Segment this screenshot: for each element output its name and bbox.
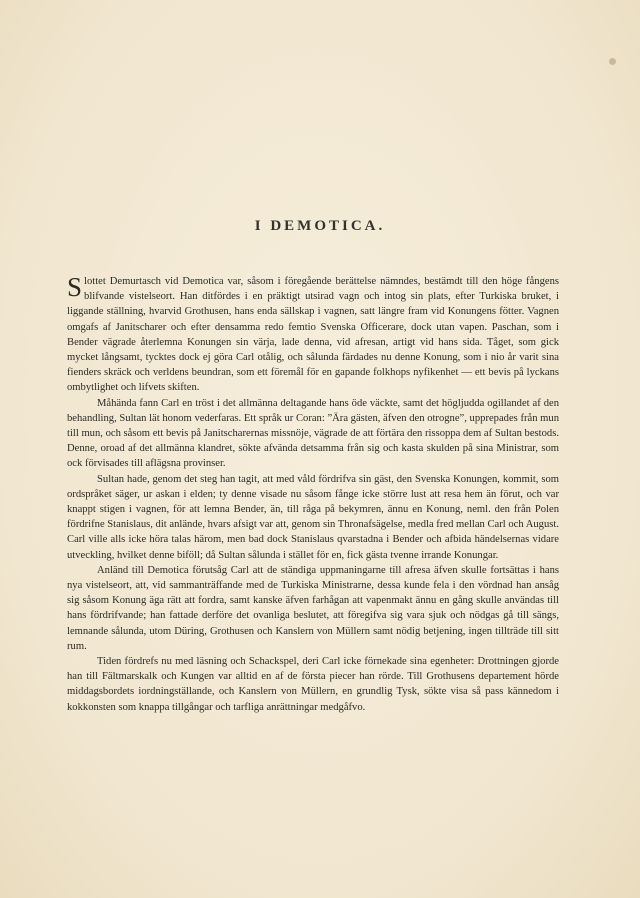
paragraph-2: Måhända fann Carl en tröst i det allmänna deltagande hans öde väckte, samt det högljudda ogillandet af den behandling, Sultan lät honom vederfaras. Ett språk ur Coran: ”Ära gästen, äfven den otrogne”, upprepades från mun till mun, och såsom ett bevis på Janitscharernas missnöje, vägrade de att förtära den rissoppa dem af Sultan bestods. Denne, oroad af det allmänna klandret, sökte afvända detsamma från sig och kasta skulden på sina Ministrar, som ock förvisades till aflägsna provinser. [67, 397, 559, 470]
paper-stain [609, 58, 616, 65]
paragraph-1-text: lottet Demurtasch vid Demotica var, såsom i föregående berättelse nämndes, bestämdt till den höge fångens blifvande vistelseort. Han ditfördes i en präktigt utsirad vagn och intog sin plats, efter Turkiska bruket, i liggande ställning, hvarvid Grothusen, hans enda sällskap i vagnen, satt längre fram vid Konungens fötter. Vagnen omgafs af Janitscharer och efter densamma redo femtio Svenska Officerare, dock utan vapen. Paschan, som i Bender vägrade återlemna Konungen sin värja, lade denna, vid afresan, artigt vid hans sida. Tåget, som gick mycket långsamt, tycktes dock ej göra Carl otålig, och sålunda färdades nu denne Konung, som i nio år varit sina fienders skräck och verldens beundran, som ett föremål för en gapande folkhops nyfikenhet — ett bevis på lyckans ombytlighet och lifvets skiften. [67, 276, 559, 394]
paragraph-5: Tiden fördrefs nu med läsning och Schackspel, deri Carl icke förnekade sina egenheter: Drottningen gjorde han till Fältmarskalk och Kungen var alltid en af de första piecer han rörde. Till Grothusens departement hörde middagsbordets iordningställande, och Kanslern von Müllern, en grundlig Tysk, sökte visa så pass kännedom i kokkonsten som knappa tillgångar och tarfliga anrättningar medgåfvo. [67, 656, 559, 713]
paragraph-4: Anländ till Demotica förutsåg Carl att de ständiga uppmaningarne till afresa äfven skulle fortsättas i hans nya vistelseort, att, vid sammanträffande med de Turkiska Ministrarne, dessa kunde fela i den vördnad han ansåg sig såsom Konung äga rätt att fordra, samt kanske äfven farhågan att vapenmakt ännu en gång skulle användas till hans fördrifvande; han fattade derföre det ovanliga beslutet, att föregifva sig vara sjuk och nödgas gå till sängs, lemnande sålunda, utom Düring, Grothusen och Kanslern von Müllern samt nödig betjening, ingen tillträde till sitt rum. [67, 564, 559, 652]
paragraph-3: Sultan hade, genom det steg han tagit, att med våld fördrifva sin gäst, den Svenska Konungen, kommit, som ordspråket säger, ur askan i elden; ty denne visade nu såsom fånge icke större lust att resa hem än förut, och var knappt stigen i vagnen, för att lemna Bender, än, till råga på bekymren, ännu en Konung, neml. den från Polen fördrifne Stanislaus, dit anlände, hvars afsigt var att, genom sin Thronafsägelse, medla fred mellan Carl och August. Carl ville alls icke höra talas härom, men bad dock Stanislaus qvarstadna i Bender och afbida händelsernas vidare utveckling, hvilket denne biföll; då Sultan sålunda i stället för en, fick gästa tvenne irrande Konungar. [67, 473, 559, 561]
chapter-title: I DEMOTICA. [254, 218, 386, 234]
chapter-body [67, 274, 559, 715]
paragraph-1 [67, 274, 559, 396]
drop-cap: S [67, 272, 83, 302]
